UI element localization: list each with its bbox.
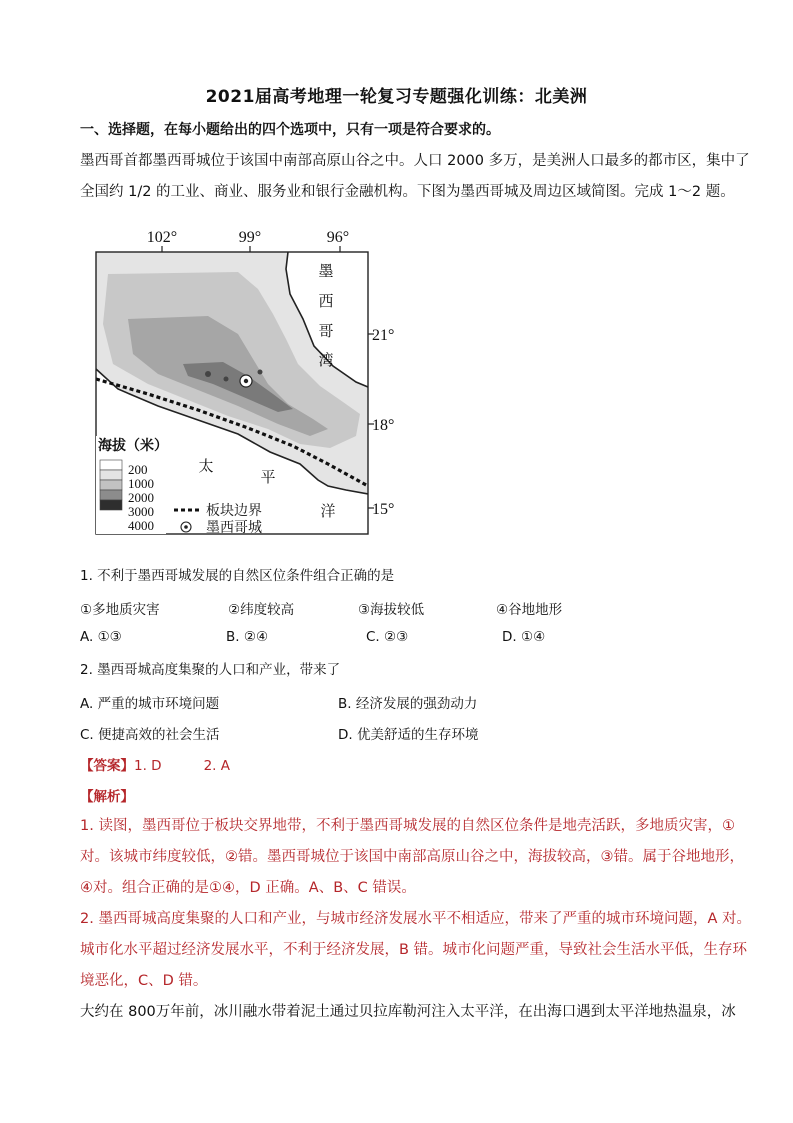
- q1-choice-b: B. ②④: [226, 629, 269, 645]
- legend-level-4000: 4000: [128, 518, 154, 533]
- analysis-label: 【解析】: [80, 789, 134, 805]
- answer-2: 2. A: [203, 758, 230, 774]
- analysis-p1-line-3: ④对。组合正确的是①④，D 正确。A、B、C 错误。: [80, 880, 416, 896]
- q2-choice-d: D. 优美舒适的生存环境: [338, 727, 479, 743]
- lat-label-15: 15°: [372, 501, 395, 518]
- intro-line-2: 全国约 1/2 的工业、商业、服务业和银行金融机构。下图为墨西哥城及周边区域简图。完成 1～2 题。: [80, 184, 735, 200]
- lat-label-18: 18°: [372, 417, 395, 434]
- lon-label-99: 99°: [238, 229, 262, 246]
- legend-level-1000: 1000: [128, 476, 154, 491]
- gulf-label-4: 湾: [318, 351, 334, 369]
- gulf-label-1: 墨: [318, 262, 334, 280]
- analysis-p2-line-1: 2. 墨西哥城高度集聚的人口和产业，与城市经济发展水平不相适应，带来了严重的城市环境问题，A 对。: [80, 911, 751, 927]
- legend-swatches: [100, 460, 122, 510]
- q1-stem: 1. 不利于墨西哥城发展的自然区位条件组合正确的是: [80, 568, 395, 584]
- legend-swatch-2000: [100, 480, 122, 490]
- next-passage-intro: 大约在 800万年前，冰川融水带着泥土通过贝拉库勒河注入太平洋，在出海口遇到太平洋地热温泉，冰: [80, 1004, 736, 1020]
- q1-choice-d: D. ①④: [502, 629, 546, 645]
- answer-label: 【答案】: [80, 758, 134, 774]
- mexico-city-map: [88, 224, 418, 544]
- legend-swatch-4000: [100, 500, 122, 510]
- q1-choice-c: C. ②③: [366, 629, 409, 645]
- answer-block: [80, 754, 230, 774]
- q1-item-3: ③海拔较低: [358, 602, 425, 618]
- section-heading: 一、选择题，在每小题给出的四个选项中，只有一项是符合要求的。: [80, 122, 500, 138]
- pacific-label-3: 洋: [320, 502, 336, 520]
- legend-swatch-3000: [100, 490, 122, 500]
- legend-swatch-200: [100, 460, 122, 470]
- q2-stem: 2. 墨西哥城高度集聚的人口和产业，带来了: [80, 662, 341, 678]
- peak-mark-3: [258, 370, 263, 375]
- peak-mark-1: [205, 371, 211, 377]
- analysis-p1-line-1: 1. 读图，墨西哥位于板块交界地带，不利于墨西哥城发展的自然区位条件是地壳活跃，多地质灾害，①: [80, 818, 735, 834]
- legend-level-2000: 2000: [128, 490, 154, 505]
- lon-label-96: 96°: [326, 229, 350, 246]
- legend-city-label: 墨西哥城: [206, 520, 262, 536]
- gulf-label-3: 哥: [318, 322, 334, 340]
- legend-boundary-label: 板块边界: [206, 503, 262, 519]
- pacific-label-2: 平: [260, 468, 276, 486]
- pacific-label-1: 太: [198, 457, 214, 475]
- q1-item-2: ②纬度较高: [228, 602, 295, 618]
- analysis-p2-line-2: 城市化水平超过经济发展水平，不利于经济发展，B 错。城市化问题严重，导致社会生活水平低，生存环: [80, 942, 748, 958]
- q2-choice-b: B. 经济发展的强劲动力: [338, 696, 478, 712]
- lon-label-102: 102°: [146, 229, 178, 246]
- intro-line-1: 墨西哥首都墨西哥城位于该国中南部高原山谷之中。人口 2000 多万，是美洲人口最多的都市区，集中了: [80, 153, 750, 169]
- legend-swatch-1000: [100, 470, 122, 480]
- q1-item-1: ①多地质灾害: [80, 602, 160, 618]
- q1-item-4: ④谷地地形: [496, 602, 563, 618]
- peak-mark-2: [224, 377, 229, 382]
- legend-level-200: 200: [128, 462, 148, 477]
- gulf-label-2: 西: [318, 292, 334, 310]
- q2-choice-a: A. 严重的城市环境问题: [80, 696, 220, 712]
- analysis-p2-line-3: 境恶化，C、D 错。: [80, 973, 208, 989]
- lat-label-21: 21°: [372, 327, 395, 344]
- q1-choice-a: A. ①③: [80, 629, 122, 645]
- legend-level-3000: 3000: [128, 504, 154, 519]
- analysis-p1-line-2: 对。该城市纬度较低，②错。墨西哥城位于该国中南部高原山谷之中，海拔较高，③错。属于谷地地形，: [80, 849, 744, 865]
- page-title: 2021届高考地理一轮复习专题强化训练：北美洲: [205, 87, 588, 107]
- answer-1: 1. D: [134, 758, 162, 774]
- legend-title: 海拔（米）: [98, 438, 168, 454]
- q2-choice-c: C. 便捷高效的社会生活: [80, 727, 220, 743]
